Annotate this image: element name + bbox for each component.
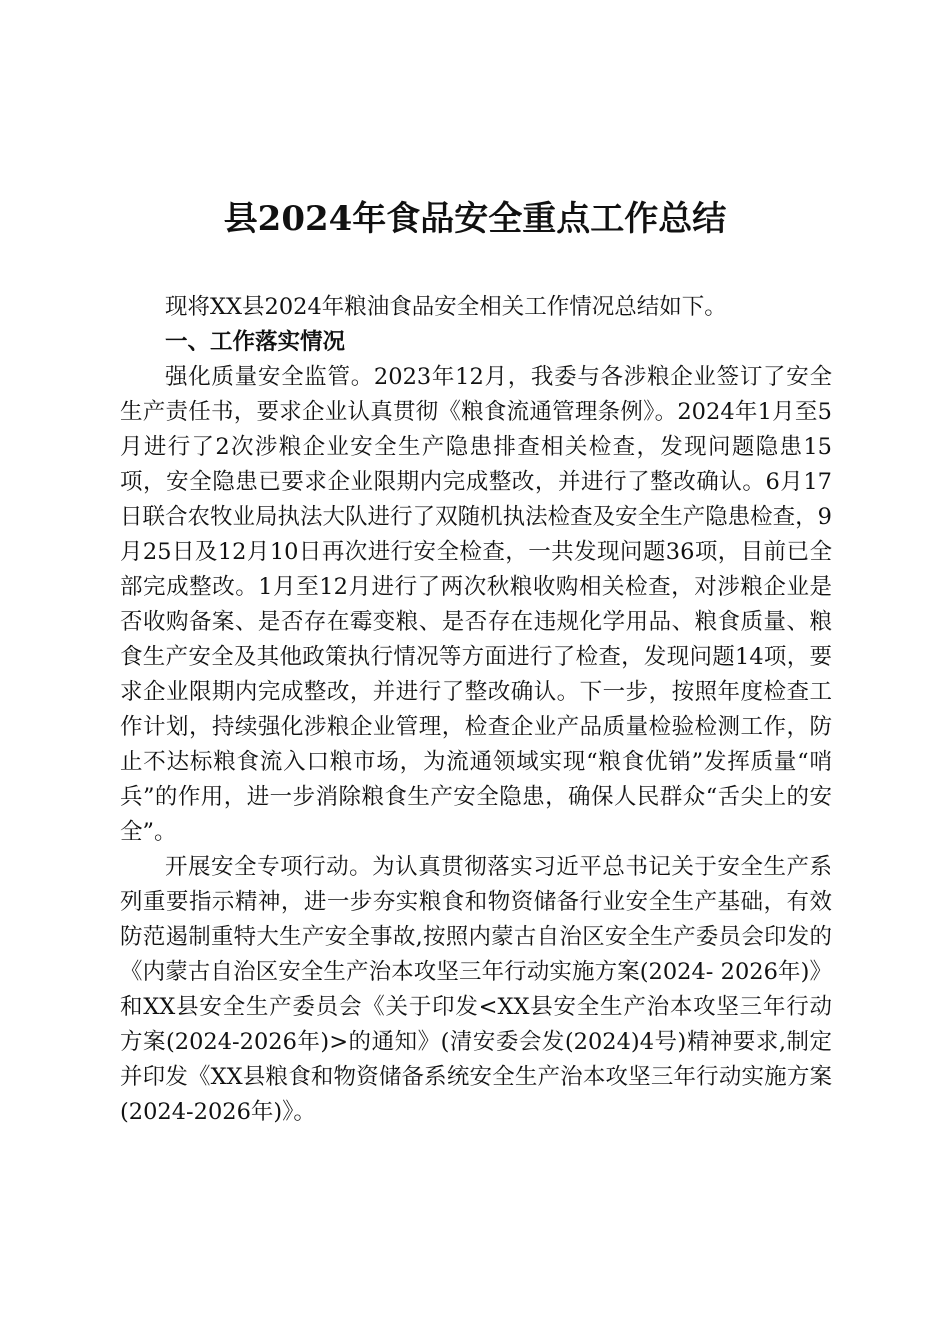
body-paragraph-quality-supervision: 强化质量安全监管。2023年12月，我委与各涉粮企业签订了安全生产责任书，要求企业认真贯彻《粮食流通管理条例》。2024年1月至5月进行了2次涉粮企业安全生产隐患排查相关检查，发现问题隐患15项，安全隐患已要求企业限期内完成整改，并进行了整改确认。6月17日联合农牧业局执法大队进行了双随机执法检查及安全生产隐患检查，9月25日及12月10日再次进行安全检查，一共发现问题36项，目前已全部完成整改。1月至12月进行了两次秋粮收购相关检查，对涉粮企业是否收购备案、是否存在霉变粮、是否存在违规化学用品、粮食质量、粮食生产安全及其他政策执行情况等方面进行了检查，发现问题14项，要求企业限期内完成整改，并进行了整改确认。下一步，按照年度检查工作计划，持续强化涉粮企业管理，检查企业产品质量检验检测工作，防止不达标粮食流入口粮市场，为流通领域实现“粮食优销”发挥质量“哨兵”的作用，进一步消除粮食生产安全隐患，确保人民群众“舌尖上的安全”。 bbox=[120, 364, 832, 845]
section-heading: 一、工作落实情况 bbox=[165, 329, 346, 355]
body-paragraph-safety-campaign: 开展安全专项行动。为认真贯彻落实习近平总书记关于安全生产系列重要指示精神，进一步夯实粮食和物资储备行业安全生产基础，有效防范遏制重特大生产安全事故,按照内蒙古自治区安全生产委员会印发的《内蒙古自治区安全生产治本攻坚三年行动实施方案(2024- 2026年)》和XX县安全生产委员会《关于印发<XX县安全生产治本攻坚三年行动方案(2024-2026年)>的通知》(清安委会发(2024)4号)精神要求,制定并印发《XX县粮食和物资储备系统安全生产治本攻坚三年行动实施方案(2024-2026年)》。 bbox=[120, 854, 832, 1125]
intro-paragraph: 现将XX县2024年粮油食品安全相关工作情况总结如下。 bbox=[165, 294, 727, 320]
document-body bbox=[120, 290, 832, 1130]
document-title: 县2024年食品安全重点工作总结 bbox=[223, 199, 727, 239]
